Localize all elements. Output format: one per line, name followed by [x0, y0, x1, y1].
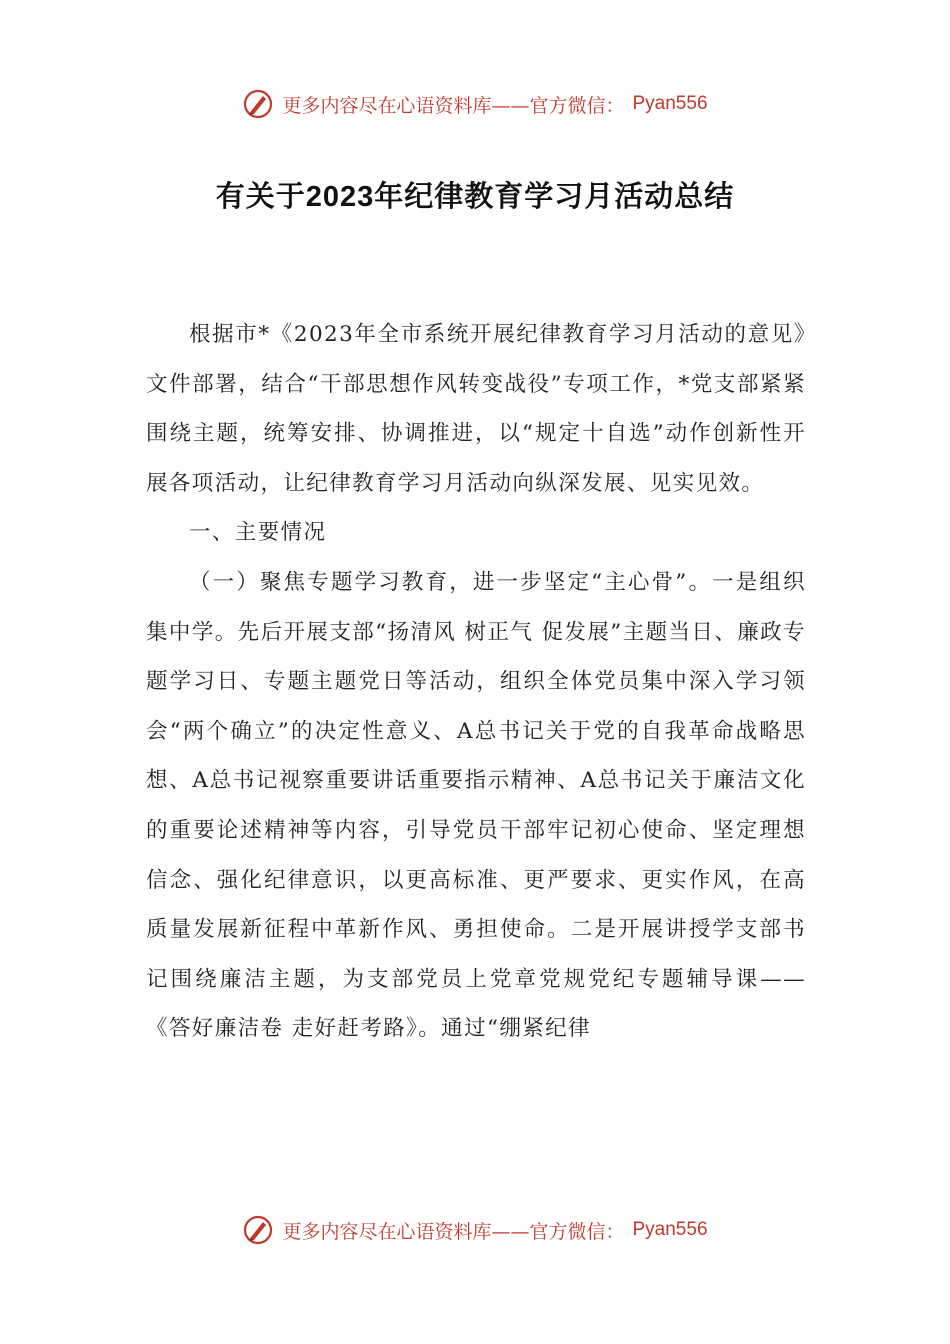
document-body — [146, 310, 806, 1054]
watermark-text: 更多内容尽在心语资料库——官方微信： — [282, 1220, 625, 1243]
header-watermark — [0, 84, 950, 124]
pen-icon — [242, 88, 274, 120]
watermark-wechat-id: Pyan556 — [632, 93, 708, 114]
watermark-text: 更多内容尽在心语资料库——官方微信： — [282, 94, 625, 117]
watermark-wechat-id: Pyan556 — [632, 1219, 708, 1240]
footer-watermark — [0, 1210, 950, 1250]
pen-icon — [242, 1214, 274, 1246]
section-heading: 一、主要情况 — [189, 520, 327, 546]
intro-paragraph: 根据市*《2023年全市系统开展纪律教育学习月活动的意见》文件部署，结合“干部思想作风转变战役”专项工作，*党支部紧紧围绕主题，统筹安排、协调推进，以“规定十自选”动作创新性开展各项活动，让纪律教育学习月活动向纵深发展、见实见效。 — [146, 322, 806, 496]
document-title: 有关于2023年纪律教育学习月活动总结 — [215, 181, 735, 213]
body-paragraph: （一）聚焦专题学习教育，进一步坚定“主心骨”。一是组织集中学。先后开展支部“扬清风 树正气 促发展”主题当日、廉政专题学习日、专题主题党日等活动，组织全体党员集中深入学习领会“两个确立”的决定性意义、A总书记关于党的自我革命战略思想、A总书记视察重要讲话重要指示精神、A总书记关于廉洁文化的重要论述精神等内容，引导党员干部牢记初心使命、坚定理想信念、强化纪律意识，以更高标准、更严要求、更实作风，在高质量发展新征程中革新作风、勇担使命。二是开展讲授学支部书记围绕廉洁主题，为支部党员上党章党规党纪专题辅导课——《答好廉洁卷 走好赶考路》。通过“绷紧纪律 — [146, 569, 806, 1042]
